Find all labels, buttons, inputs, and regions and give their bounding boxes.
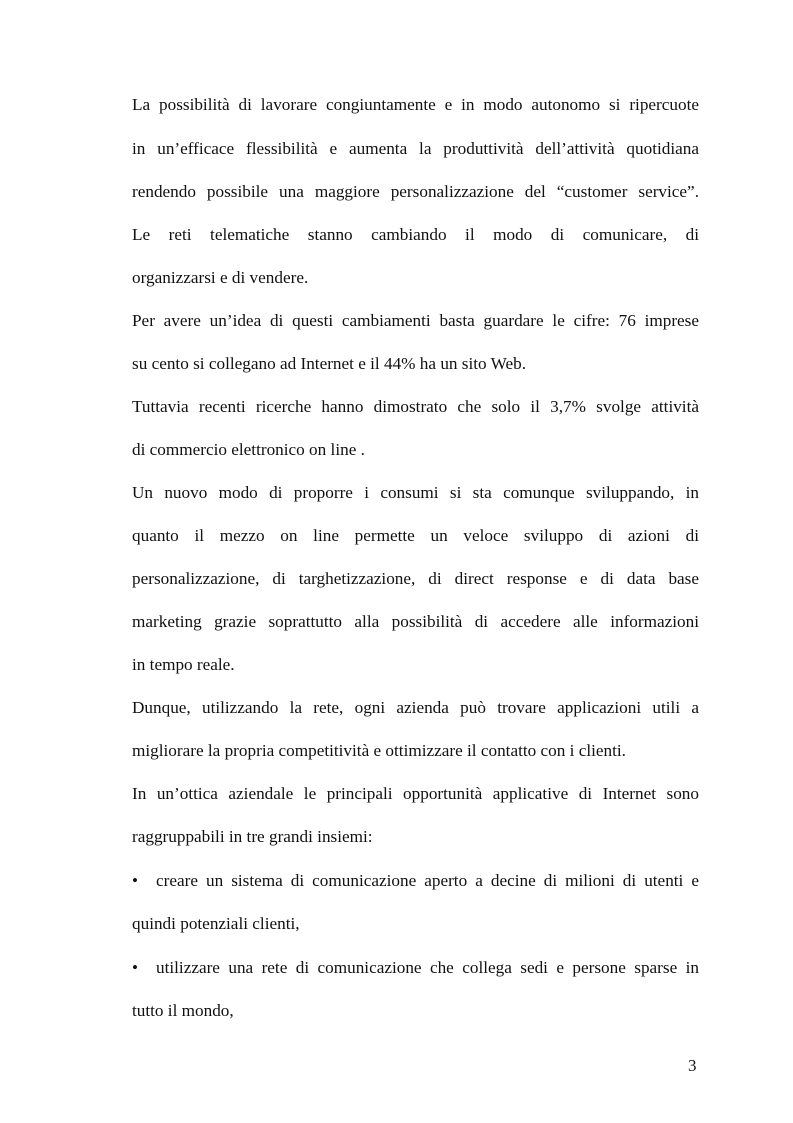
paragraph-line: raggruppabili in tre grandi insiemi: [132,827,373,846]
paragraph-line: migliorare la propria competitività e ottimizzare il contatto con i clienti. [132,741,626,760]
paragraph-line: Per avere un’idea di questi cambiamenti basta guardare le cifre: 76 imprese [132,311,699,330]
paragraph-line: In un’ottica aziendale le principali opportunità applicative di Internet sono [132,784,699,803]
page-number: 3 [688,1056,697,1075]
paragraph-line: in un’efficace flessibilità e aumenta la produttività dell’attività quotidiana [132,139,699,158]
paragraph-line: Tuttavia recenti ricerche hanno dimostrato che solo il 3,7% svolge attività [132,397,699,416]
paragraph-line: La possibilità di lavorare congiuntamente e in modo autonomo si ripercuote [132,95,699,114]
bullet-item [132,871,699,891]
bullet-item [132,958,699,978]
bullet-text: creare un sistema di comunicazione aperto a decine di milioni di utenti e [156,871,699,890]
paragraph-line: organizzarsi e di vendere. [132,268,309,287]
bullet-continuation: tutto il mondo, [132,1001,234,1020]
paragraph-line: di commercio elettronico on line . [132,440,365,459]
paragraph-line: personalizzazione, di targhetizzazione, di direct response e di data base [132,569,699,588]
bullet-continuation: quindi potenziali clienti, [132,914,300,933]
bullet-text: utilizzare una rete di comunicazione che collega sedi e persone sparse in [156,958,699,977]
paragraph-line: su cento si collegano ad Internet e il 44% ha un sito Web. [132,354,526,373]
paragraph-line: Dunque, utilizzando la rete, ogni azienda può trovare applicazioni utili a [132,698,699,717]
paragraph-line: Un nuovo modo di proporre i consumi si sta comunque sviluppando, in [132,483,699,502]
paragraph-line: rendendo possibile una maggiore personalizzazione del “customer service”. [132,182,699,201]
bullet-icon: • [132,958,138,977]
bullet-icon: • [132,871,138,890]
paragraph-line: in tempo reale. [132,655,235,674]
paragraph-line: Le reti telematiche stanno cambiando il modo di comunicare, di [132,225,699,244]
paragraph-line: quanto il mezzo on line permette un veloce sviluppo di azioni di [132,526,699,545]
paragraph-line: marketing grazie soprattutto alla possibilità di accedere alle informazioni [132,612,699,631]
